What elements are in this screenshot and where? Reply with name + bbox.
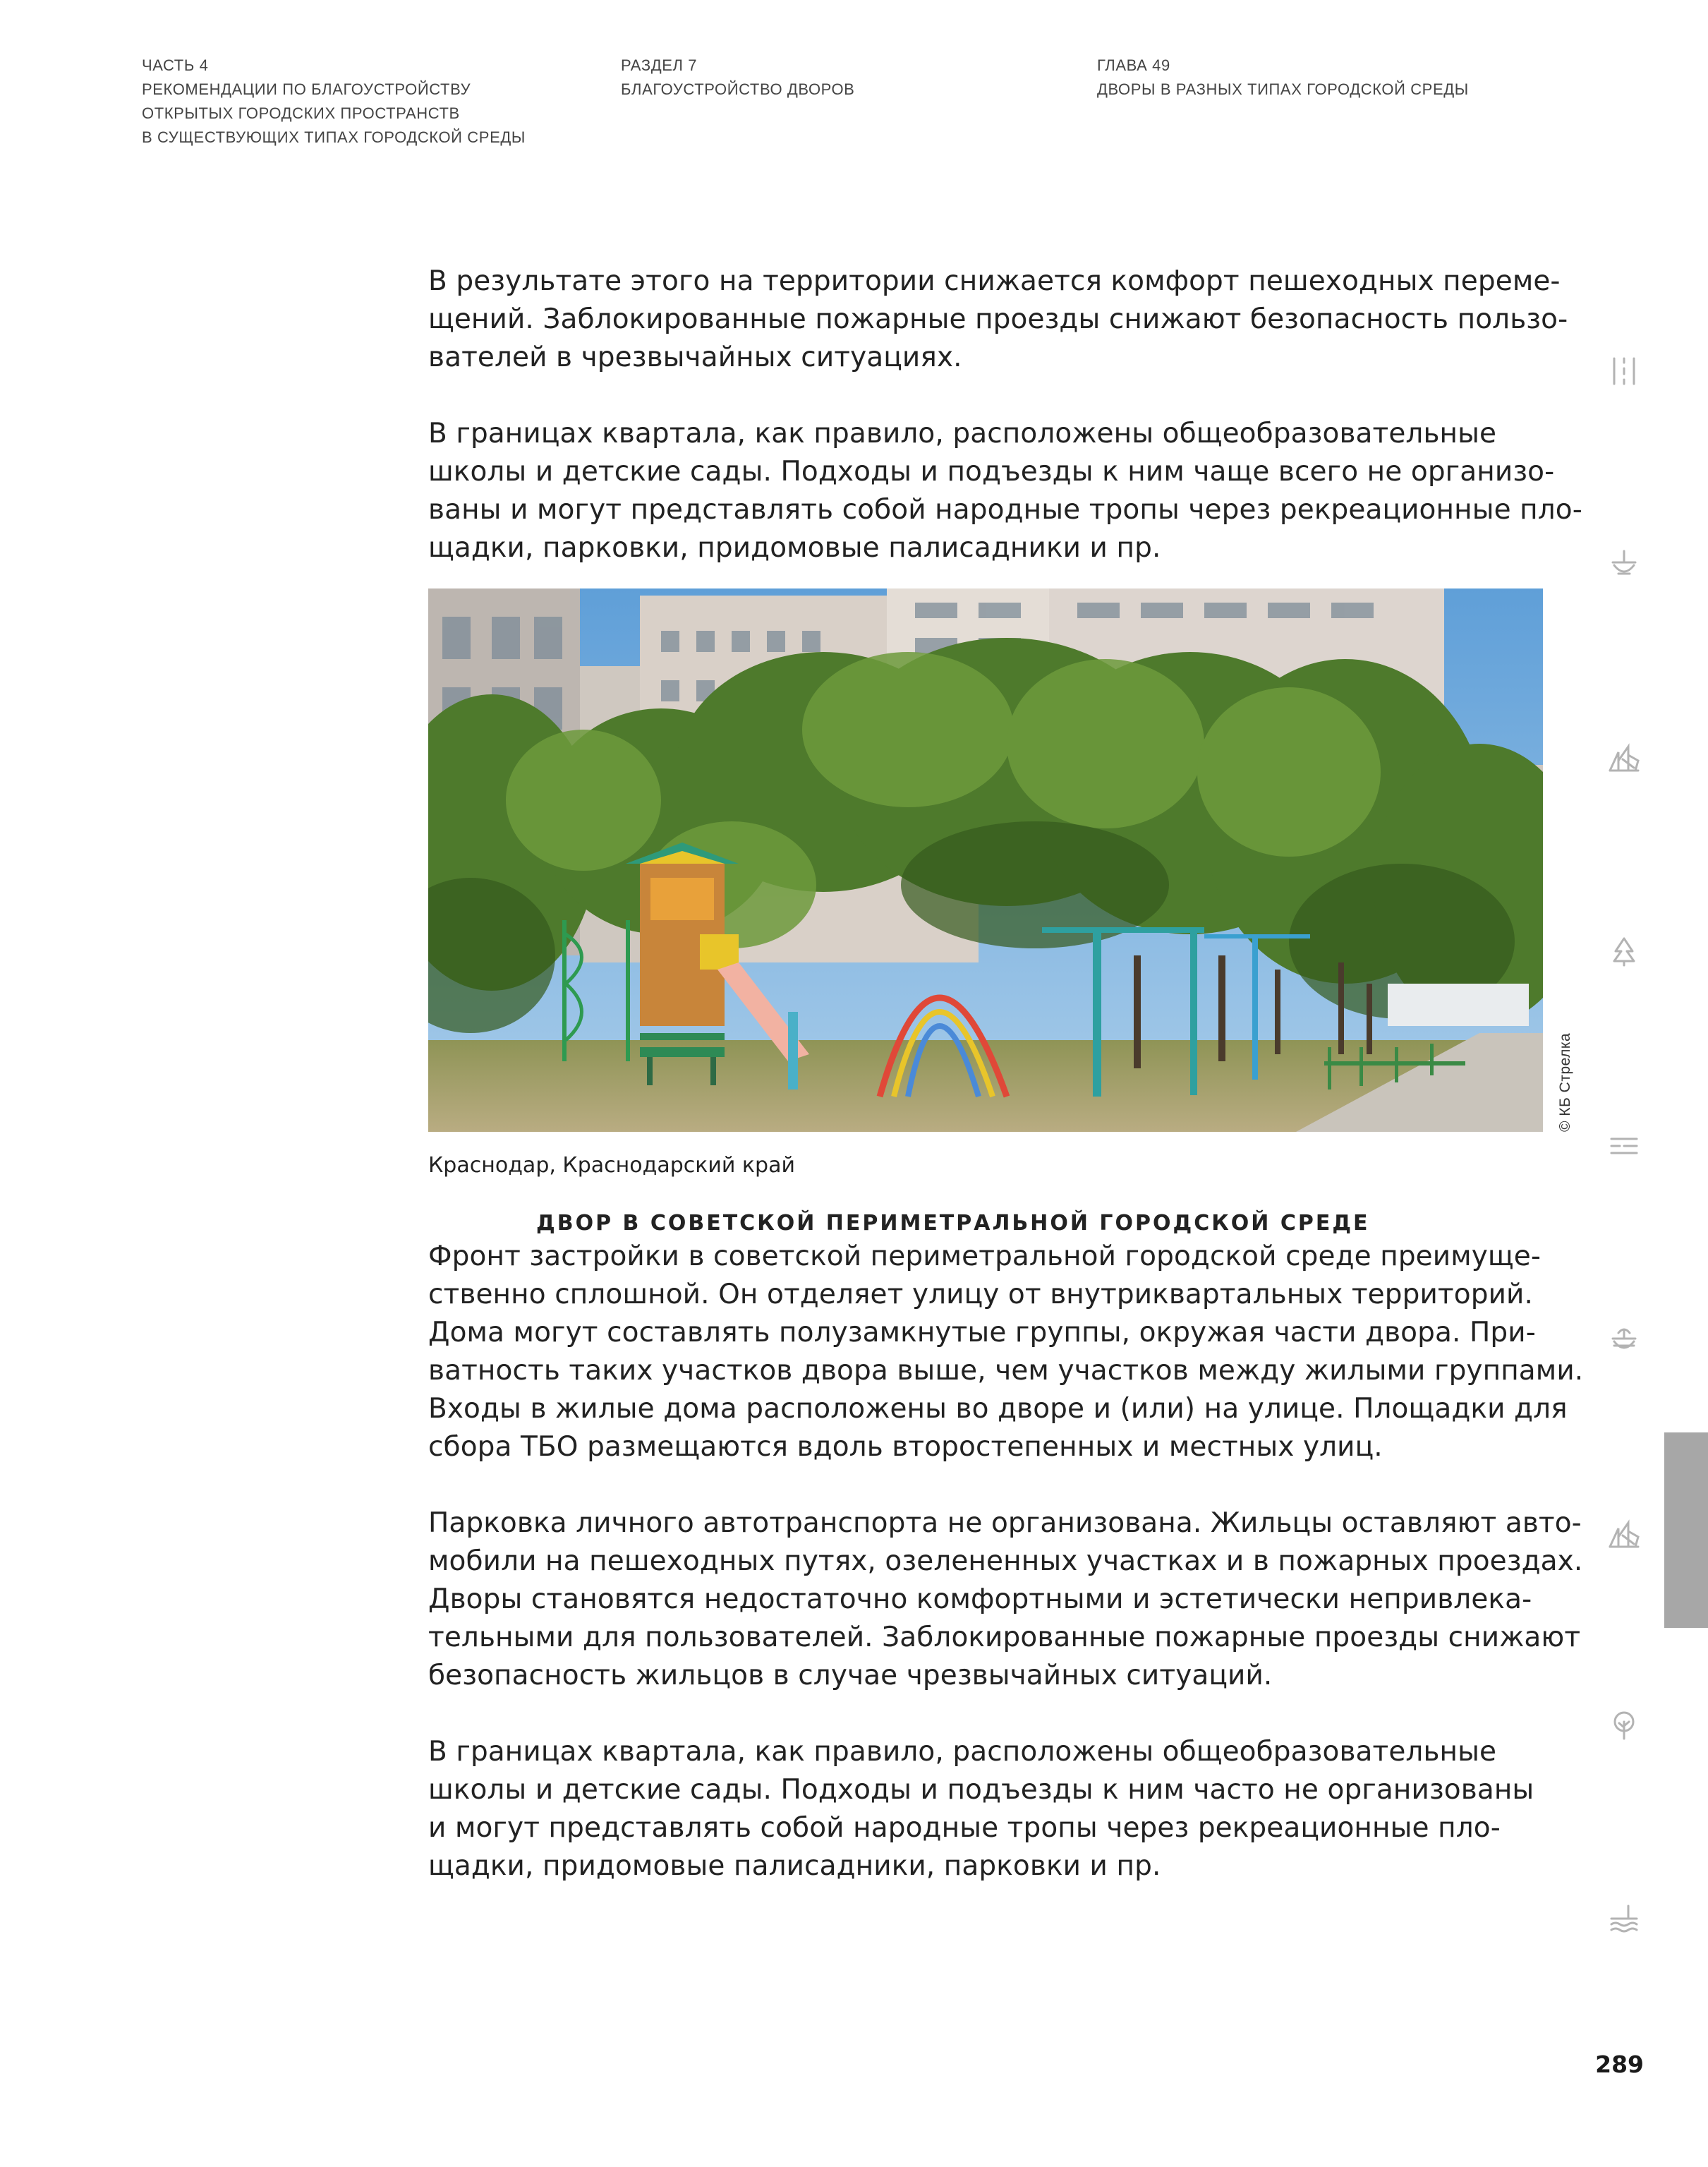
text-line: щений. Заблокированные пожарные проезды снижают безопасность пользо-	[428, 303, 1568, 335]
text-line: щадки, парковки, придомовые палисадники и пр.	[428, 532, 1161, 564]
header-chapter	[1097, 54, 1469, 102]
text-line: вателей в чрезвычайных ситуациях.	[428, 342, 962, 373]
text-line: сбора ТБО размещаются вдоль второстепенных и местных улиц.	[428, 1431, 1383, 1463]
text-line: безопасность жильцов в случае чрезвычайных ситуаций.	[428, 1660, 1273, 1691]
running-header	[0, 54, 1708, 152]
embankment-icon[interactable]	[1607, 1902, 1641, 1936]
header-section-line: РАЗДЕЛ 7	[621, 56, 698, 74]
body-paragraph	[428, 415, 1582, 567]
text-line: щадки, придомовые палисадники, парковки и пр.	[428, 1850, 1161, 1882]
text-line: Фронт застройки в советской периметральной городской среде преимуще-	[428, 1241, 1542, 1272]
body-paragraph	[428, 262, 1568, 377]
courtyard-playground-icon[interactable]	[1607, 1517, 1641, 1551]
header-part-line: ОТКРЫТЫХ ГОРОДСКИХ ПРОСТРАНСТВ	[142, 104, 460, 122]
section-heading: ДВОР В СОВЕТСКОЙ ПЕРИМЕТРАЛЬНОЙ ГОРОДСКОЙ СРЕДЕ	[536, 1211, 1370, 1236]
text-line: школы и детские сады. Подходы и подъезды к ним чаще всего не организо-	[428, 456, 1555, 488]
park-tree-icon[interactable]	[1607, 1708, 1641, 1742]
text-line: и могут представлять собой народные тропы через рекреационные пло-	[428, 1812, 1501, 1844]
page-number: 289	[1595, 2051, 1644, 2078]
body-paragraph	[428, 1238, 1584, 1466]
text-line: мобили на пешеходных путях, озелененных участках и в пожарных проездах.	[428, 1545, 1583, 1577]
main-column	[428, 262, 1584, 1885]
courtyard-playground-icon[interactable]	[1607, 741, 1641, 775]
body-paragraph	[428, 1504, 1583, 1695]
tree-icon[interactable]	[1607, 934, 1641, 968]
text-line: Входы в жилые дома расположены во дворе и (или) на улице. Площадки для	[428, 1393, 1568, 1425]
body-paragraph	[428, 1733, 1557, 1885]
text-line: ственно сплошной. Он отделяет улицу от внутриквартальных территорий.	[428, 1279, 1533, 1310]
active-section-tab	[1664, 1432, 1708, 1628]
courtyard-photo	[428, 588, 1543, 1132]
photo-caption: Краснодар, Краснодарский край	[428, 1153, 795, 1178]
text-line: В результате этого на территории снижается комфорт пешеходных переме-	[428, 265, 1561, 297]
square-fountain-icon[interactable]	[1607, 1323, 1641, 1357]
photo-credit: © КБ Стрелка	[1557, 1032, 1573, 1132]
fountain-icon[interactable]	[1607, 547, 1641, 581]
header-part	[142, 54, 526, 150]
text-line: В границах квартала, как правило, расположены общеобразовательные	[428, 418, 1497, 449]
header-section-line: БЛАГОУСТРОЙСТВО ДВОРОВ	[621, 80, 855, 98]
header-chapter-line: ДВОРЫ В РАЗНЫХ ТИПАХ ГОРОДСКОЙ СРЕДЫ	[1097, 80, 1469, 98]
water-waves-icon[interactable]	[1607, 1129, 1641, 1163]
header-part-line: ЧАСТЬ 4	[142, 56, 209, 74]
header-part-line: В СУЩЕСТВУЮЩИХ ТИПАХ ГОРОДСКОЙ СРЕДЫ	[142, 128, 526, 146]
header-part-line: РЕКОМЕНДАЦИИ ПО БЛАГОУСТРОЙСТВУ	[142, 80, 471, 98]
text-line: В границах квартала, как правило, расположены общеобразовательные	[428, 1736, 1497, 1768]
text-line: ватность таких участков двора выше, чем участков между жилыми группами.	[428, 1355, 1584, 1387]
figure	[428, 588, 1573, 1181]
text-line: Дома могут составлять полузамкнутые группы, окружая части двора. При-	[428, 1317, 1536, 1348]
text-line: школы и детские сады. Подходы и подъезды к ним часто не организованы	[428, 1774, 1534, 1806]
text-line: Парковка личного автотранспорта не организована. Жильцы оставляют авто-	[428, 1507, 1582, 1539]
header-section	[621, 54, 854, 102]
header-chapter-line: ГЛАВА 49	[1097, 56, 1170, 74]
text-line: тельными для пользователей. Заблокированные пожарные проезды снижают	[428, 1622, 1581, 1653]
text-line: ваны и могут представлять собой народные тропы через рекреационные пло-	[428, 494, 1582, 526]
text-line: Дворы становятся недостаточно комфортными и эстетически непривлека-	[428, 1583, 1532, 1615]
street-grid-icon[interactable]	[1607, 354, 1641, 388]
